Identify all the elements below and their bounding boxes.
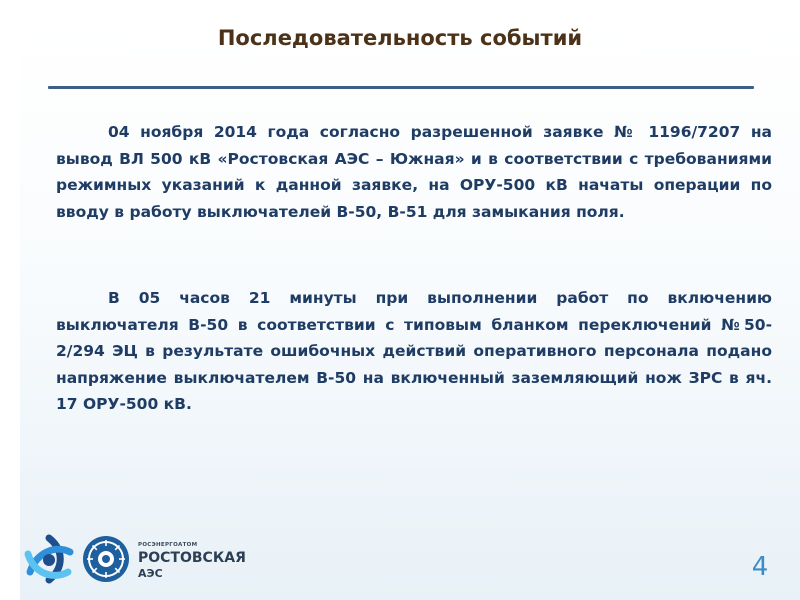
brand-parent-label: РОСЭНЕРГОАТОМ: [138, 542, 198, 548]
rosatom-logo: [20, 530, 78, 588]
title-divider: [48, 86, 754, 89]
page-number: 4: [751, 552, 769, 582]
rostov-npp-logo: [82, 535, 130, 583]
body-paragraph-1: 04 ноября 2014 года согласно разрешенной заявке № 1196/7207 на вывод ВЛ 500 кВ «Ростовская АЭС – Южная» и в соответствии с требованиями режимных указаний к данной заявке, на ОРУ-500 кВ начаты операции по вводу в работу выключателей В-50, В-51 для замыкания поля.: [56, 123, 772, 221]
body-paragraph-2: В 05 часов 21 минуты при выполнении работ по включению выключателя В-50 в соответствии с типовым бланком переключений №50-2/294 ЭЦ в результате ошибочных действий оперативного персонала подано напряжение выключателем В-50 на включенный заземляющий нож ЗРС в яч. 17 ОРУ-500 кВ.: [56, 289, 772, 413]
slide-title: Последовательность событий: [217, 26, 583, 50]
brand-subtitle: АЭС: [138, 567, 163, 580]
brand-name: РОСТОВСКАЯ: [138, 550, 246, 566]
